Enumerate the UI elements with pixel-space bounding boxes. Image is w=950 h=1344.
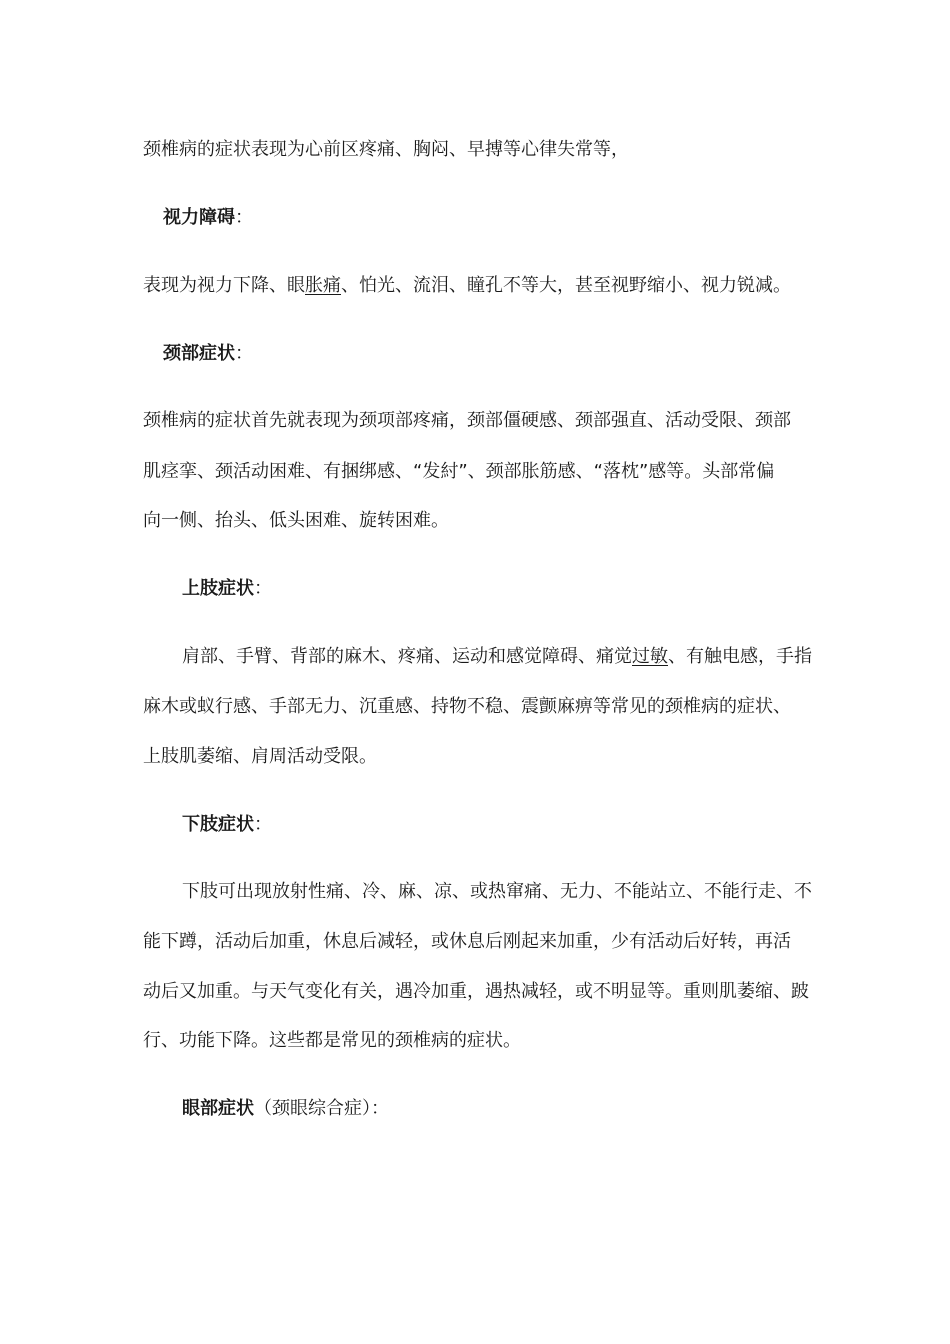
neck-text-line: 肌痉挛、颈活动困难、有捆绑感、“发紂”、颈部胀筋感、“落枕”感等。头部常偏	[143, 461, 775, 482]
upper-limb-text-line	[182, 645, 818, 669]
paragraph-line: 颈椎病的症状表现为心前区疼痛、胸闷、早搏等心律失常等，	[143, 139, 629, 160]
lower-limb-text-line: 动后又加重。与天气变化有关，遇冷加重，遇热减轻，或不明显等。重则肌萎缩、跛	[143, 981, 809, 1002]
heading-colon: ：	[235, 207, 253, 228]
heading-colon: ：	[254, 578, 272, 599]
underlined-term: 胀痛	[305, 275, 341, 296]
heading-colon: ：	[371, 1098, 389, 1119]
text-segment: 表现为视力下降、眼	[143, 275, 305, 296]
lower-limb-text-line: 下肢可出现放射性痛、冷、麻、凉、或热窜痛、无力、不能站立、不能行走、不	[182, 881, 812, 902]
upper-limb-heading-line	[182, 577, 857, 601]
text-segment: 、怕光、流泪、瞳孔不等大，甚至视野缩小、视力锐减。	[341, 275, 791, 296]
upper-limb-heading: 上肢症状	[182, 578, 254, 599]
eye-heading-line	[182, 1097, 857, 1121]
underlined-term: 过敏	[632, 646, 668, 667]
lower-limb-heading: 下肢症状	[182, 814, 254, 835]
vision-heading: 视力障碍	[163, 207, 235, 228]
lower-limb-text-line: 能下蹲，活动后加重，休息后减轻，或休息后刚起来加重，少有活动后好转，再活	[143, 931, 791, 952]
upper-limb-text-line: 上肢肌萎缩、肩周活动受限。	[143, 746, 377, 767]
neck-heading: 颈部症状	[163, 343, 235, 364]
heading-colon: ：	[235, 343, 253, 364]
lower-limb-heading-line	[182, 813, 857, 837]
vision-text-line	[143, 274, 818, 298]
lower-limb-text-line: 行、功能下降。这些都是常见的颈椎病的症状。	[143, 1030, 521, 1051]
neck-text-line: 向一侧、抬头、低头困难、旋转困难。	[143, 510, 449, 531]
neck-text-line: 颈椎病的症状首先就表现为颈项部疼痛，颈部僵硬感、颈部强直、活动受限、颈部	[143, 410, 791, 431]
eye-subtitle: （颈眼综合症）	[254, 1098, 371, 1119]
text-segment: 、有触电感，手指	[668, 646, 812, 667]
upper-limb-text-line: 麻木或蚁行感、手部无力、沉重感、持物不稳、震颤麻痹等常见的颈椎病的症状、	[143, 696, 791, 717]
heading-colon: ：	[254, 814, 272, 835]
vision-heading-line	[163, 206, 838, 230]
text-segment: 肩部、手臂、背部的麻木、疼痛、运动和感觉障碍、痛觉	[182, 646, 632, 667]
eye-heading: 眼部症状	[182, 1098, 254, 1119]
neck-heading-line	[163, 342, 838, 366]
